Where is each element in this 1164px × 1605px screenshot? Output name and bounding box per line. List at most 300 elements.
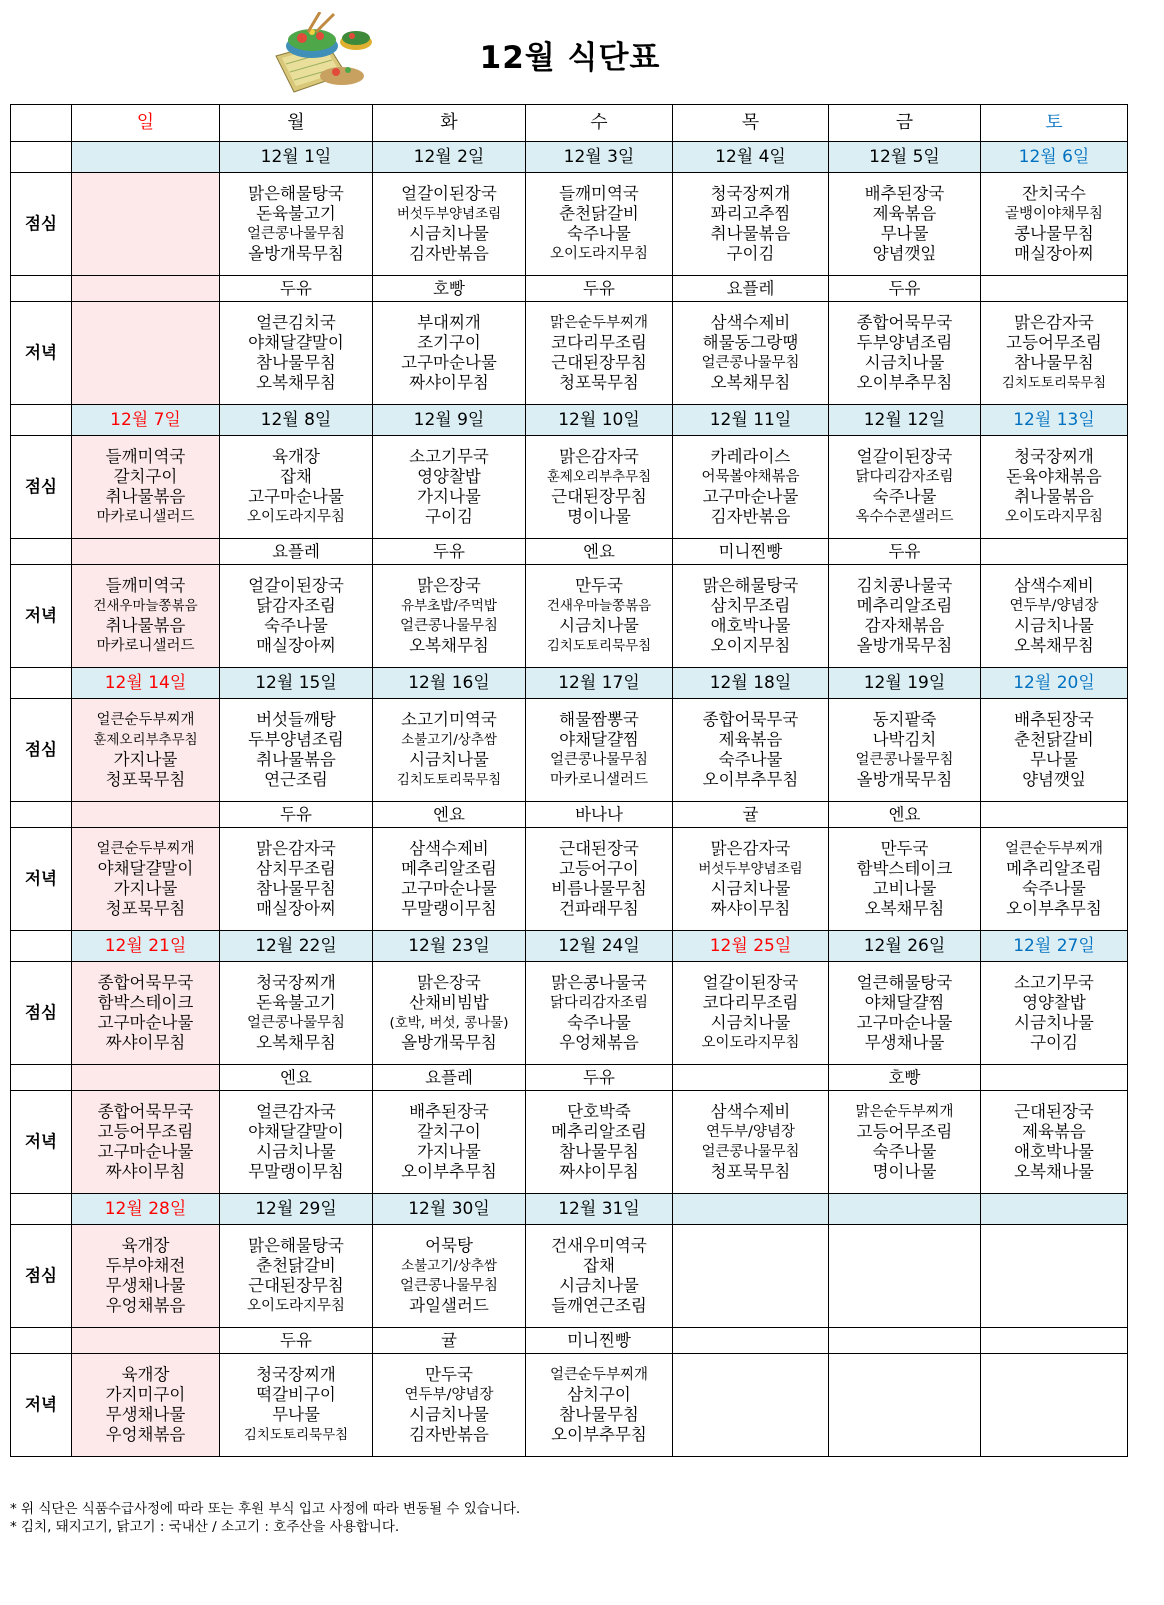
- dish: 무나물: [880, 224, 929, 243]
- dish: 얼큰콩나물무침: [549, 752, 649, 768]
- dish: 단호박죽: [567, 1102, 631, 1121]
- snack-cell: [981, 1065, 1128, 1091]
- date-row: [11, 668, 1128, 699]
- dish: 유부초밥/주먹밥: [401, 598, 497, 614]
- dish: 얼큰순두부찌개: [96, 841, 195, 857]
- dish: 고구마순나물: [702, 487, 799, 506]
- dish: 시금치나물: [256, 1142, 336, 1161]
- dish: 만두국: [880, 839, 929, 858]
- dish: 양념깻잎: [1022, 770, 1086, 789]
- dish: 연두부/양념장: [706, 1124, 795, 1140]
- date-cell: [373, 142, 526, 173]
- menu-table: [10, 104, 1128, 1457]
- day-header: [373, 105, 526, 142]
- dish: 오복채무침: [710, 373, 791, 392]
- dish: 옥수수콘샐러드: [855, 509, 954, 525]
- menu-cell: [981, 173, 1128, 276]
- dish: 메추리알조림: [856, 596, 953, 615]
- footnote: * 김치, 돼지고기, 닭고기 : 국내산 / 소고기 : 호주산을 사용합니다.: [10, 1519, 400, 1535]
- dish: 건파래무침: [559, 899, 639, 918]
- dish: 삼색수제비: [710, 1102, 791, 1121]
- dish: 가지나물: [417, 1142, 481, 1161]
- dinner-label: 저녁: [11, 1091, 72, 1194]
- dish: 종합어묵무국: [856, 313, 953, 332]
- snack-row: [11, 1065, 1128, 1091]
- menu-cell: [981, 1354, 1128, 1457]
- date-text: 12월 1일: [260, 147, 332, 167]
- dish: 감자채볶음: [864, 616, 945, 635]
- menu-cell: [673, 1354, 829, 1457]
- dish: 맑은감자국: [559, 447, 639, 466]
- dish: 콩나물무침: [1014, 224, 1094, 243]
- dish: 육개장: [121, 1365, 170, 1384]
- dish: 고등어무조림: [97, 1122, 194, 1141]
- dish: 해물짬뽕국: [559, 710, 639, 729]
- dish: 무말랭이무침: [401, 899, 497, 918]
- dish: 가지나물: [113, 879, 178, 898]
- dish: 얼큰순두부찌개: [96, 712, 195, 728]
- date-text: 12월 19일: [863, 673, 946, 693]
- menu-cell: [72, 436, 220, 539]
- date-label-cell: [11, 1194, 72, 1225]
- dish: 시금치나물: [559, 1276, 639, 1295]
- dish: 올방개묵무침: [856, 770, 953, 789]
- menu-cell: [373, 565, 526, 668]
- dish: 시금치나물: [409, 1405, 489, 1424]
- dish: 소불고기/상추쌈: [401, 1258, 497, 1274]
- menu-cell: [829, 1354, 981, 1457]
- dish: 건새우마늘쫑볶음: [93, 598, 198, 614]
- dish: 우엉채볶음: [105, 1296, 186, 1315]
- menu-cell: [526, 1354, 673, 1457]
- dish: 춘천닭갈비: [256, 1256, 336, 1275]
- dish: 제육볶음: [718, 730, 783, 749]
- snack-row: [11, 276, 1128, 302]
- snack-cell: [72, 802, 220, 828]
- dish: 돈육야채볶음: [1006, 467, 1102, 486]
- dish: 맑은해물탕국: [702, 576, 799, 595]
- lunch-label: 점심: [11, 1225, 72, 1328]
- dish: 숙주나물: [1022, 879, 1086, 898]
- snack-cell: [72, 1065, 220, 1091]
- date-cell: [526, 1194, 673, 1225]
- date-text: 12월 16일: [408, 673, 490, 693]
- dish: 카레라이스: [710, 447, 791, 466]
- dish: 얼큰콩나물무침: [855, 752, 954, 768]
- date-cell: [526, 405, 673, 436]
- snack-cell: 두유: [220, 276, 373, 302]
- menu-cell: [220, 173, 373, 276]
- menu-cell: [526, 1091, 673, 1194]
- menu-cell: [673, 173, 829, 276]
- lunch-label: 점심: [11, 699, 72, 802]
- menu-cell: [829, 173, 981, 276]
- dish: 메추리알조림: [401, 859, 497, 878]
- dish: 오이부추무침: [856, 373, 953, 392]
- date-text: 12월 29일: [255, 1199, 337, 1219]
- dish: 청포묵무침: [105, 770, 186, 789]
- dish: 구이김: [425, 507, 473, 526]
- dish: 취나물볶음: [105, 616, 186, 635]
- dish: 야채달걀찜: [864, 993, 945, 1012]
- dish: 춘천닭갈비: [559, 204, 639, 223]
- dish: 시금치나물: [409, 224, 489, 243]
- date-cell: [373, 405, 526, 436]
- dish: 짜샤이무침: [105, 1162, 186, 1181]
- date-cell: [829, 1194, 981, 1225]
- dish: 얼큰콩나물무침: [246, 226, 346, 242]
- dish: 고구마순나물: [97, 1142, 194, 1161]
- menu-cell: [373, 828, 526, 931]
- dish: 무말랭이무침: [248, 1162, 344, 1181]
- dish: 맑은해물탕국: [248, 184, 344, 203]
- snack-cell: 엔요: [829, 802, 981, 828]
- dish: 무나물: [272, 1405, 320, 1424]
- date-text: 12월 18일: [709, 673, 792, 693]
- dish: 배추된장국: [864, 184, 945, 203]
- dish: 근대된장국: [1014, 1102, 1094, 1121]
- dish: 청포묵무침: [105, 899, 186, 918]
- snack-cell: 두유: [526, 276, 673, 302]
- dish: 시금치나물: [710, 879, 791, 898]
- dish: 양념깻잎: [872, 244, 937, 263]
- menu-cell: [981, 828, 1128, 931]
- lunch-row: [11, 173, 1128, 276]
- dish: 참나물무침: [559, 1405, 639, 1424]
- snack-cell: [673, 1065, 829, 1091]
- date-cell: [72, 405, 220, 436]
- date-cell: [829, 668, 981, 699]
- dish: 야채달걀말이: [97, 859, 194, 878]
- dish: 시금치나물: [1014, 1013, 1094, 1032]
- dish: 오복채무침: [256, 373, 336, 392]
- dish: 취나물볶음: [710, 224, 791, 243]
- date-cell: [373, 931, 526, 962]
- snack-cell: 귤: [673, 802, 829, 828]
- dish: 잡채: [280, 467, 312, 486]
- dish: 가지나물: [113, 750, 178, 769]
- menu-cell: [373, 173, 526, 276]
- date-row: [11, 931, 1128, 962]
- dish: 매실장아찌: [256, 899, 336, 918]
- day-label: 금: [895, 112, 914, 133]
- dish: 어묵탕: [425, 1236, 473, 1255]
- date-text: 12월 17일: [558, 673, 640, 693]
- menu-cell: [981, 436, 1128, 539]
- dish: 근대된장국: [559, 839, 639, 858]
- dish: 코다리무조림: [702, 993, 799, 1012]
- day-header-row: [11, 105, 1128, 142]
- dish: 가지미구이: [105, 1385, 186, 1404]
- dish: 시금치나물: [710, 1013, 791, 1032]
- dish: 얼큰콩나물무침: [399, 618, 499, 634]
- dish: 무나물: [1030, 750, 1078, 769]
- dish: 맑은장국: [417, 576, 481, 595]
- menu-cell: [673, 302, 829, 405]
- date-label-cell: [11, 142, 72, 173]
- date-text: 12월 9일: [413, 410, 485, 430]
- date-text: 12월 25일: [709, 936, 792, 956]
- date-text: 12월 5일: [869, 147, 940, 167]
- day-label: 월: [287, 112, 305, 133]
- dish: 삼색수제비: [409, 839, 489, 858]
- date-text: 12월 2일: [413, 147, 485, 167]
- dish: 소고기무국: [1014, 973, 1094, 992]
- dish: 김자반볶음: [409, 1425, 489, 1444]
- menu-cell: [220, 1225, 373, 1328]
- date-cell: [829, 142, 981, 173]
- menu-cell: [673, 699, 829, 802]
- date-cell: [673, 142, 829, 173]
- dish: 떡갈비구이: [256, 1385, 336, 1404]
- date-cell: [72, 931, 220, 962]
- dish: 배추된장국: [1014, 710, 1094, 729]
- snack-cell: 두유: [220, 802, 373, 828]
- dish: 영양찰밥: [417, 467, 481, 486]
- date-text: 12월 28일: [104, 1199, 187, 1219]
- lunch-label: 점심: [11, 436, 72, 539]
- date-cell: [72, 1194, 220, 1225]
- snack-cell: 미니찐빵: [526, 1328, 673, 1354]
- menu-cell: [373, 699, 526, 802]
- day-label: 일: [136, 112, 155, 133]
- dish: 명이나물: [567, 507, 631, 526]
- snack-cell: [72, 1328, 220, 1354]
- dish: 소불고기/상추쌈: [401, 732, 497, 748]
- date-cell: [673, 1194, 829, 1225]
- menu-cell: [373, 1225, 526, 1328]
- menu-cell: [673, 1225, 829, 1328]
- menu-cell: [526, 699, 673, 802]
- dish: 청국장찌개: [256, 1365, 336, 1384]
- dish: 얼큰콩나물무침: [701, 1144, 800, 1160]
- dish: 오이도라지무침: [1004, 509, 1104, 525]
- dish: 맑은순두부찌개: [855, 1104, 954, 1120]
- dish: 얼큰콩나물무침: [246, 1015, 346, 1031]
- date-text: 12월 3일: [563, 147, 635, 167]
- dish: 무생채나물: [864, 1033, 945, 1052]
- dish: 코다리무조림: [551, 333, 647, 352]
- menu-cell: [220, 828, 373, 931]
- date-cell: [220, 1194, 373, 1225]
- dish: 청포묵무침: [559, 373, 639, 392]
- date-text: 12월 4일: [715, 147, 786, 167]
- date-cell: [981, 142, 1128, 173]
- menu-cell: [981, 1091, 1128, 1194]
- dish: 고등어구이: [559, 859, 639, 878]
- dish: 짜샤이무침: [710, 899, 791, 918]
- date-text: 12월 21일: [104, 936, 187, 956]
- snack-cell: 귤: [373, 1328, 526, 1354]
- dish: 잔치국수: [1022, 184, 1086, 203]
- date-cell: [981, 931, 1128, 962]
- snack-cell: [981, 1328, 1128, 1354]
- dish: 올방개묵무침: [401, 1033, 497, 1052]
- menu-cell: [526, 1225, 673, 1328]
- dish: 얼큰김치국: [256, 313, 336, 332]
- dish: 연근조림: [264, 770, 328, 789]
- snack-cell: 엔요: [526, 539, 673, 565]
- dish: 맑은장국: [417, 973, 481, 992]
- dish: 야채달걀말이: [248, 1122, 344, 1141]
- menu-cell: [373, 436, 526, 539]
- dish: 고구마순나물: [97, 1013, 194, 1032]
- snack-cell: 요플레: [220, 539, 373, 565]
- date-text: 12월 15일: [255, 673, 337, 693]
- snack-cell: [981, 539, 1128, 565]
- dish: 근대된장무침: [551, 353, 647, 372]
- menu-cell: [829, 436, 981, 539]
- date-text: 12월 26일: [863, 936, 946, 956]
- dish: 맑은감자국: [1014, 313, 1094, 332]
- snack-cell: 미니찐빵: [673, 539, 829, 565]
- dish: 함박스테이크: [856, 859, 953, 878]
- dish: 시금치나물: [559, 616, 639, 635]
- dish: 얼큰해물탕국: [856, 973, 953, 992]
- dish: 오이지무침: [710, 636, 791, 655]
- menu-cell: [526, 565, 673, 668]
- menu-cell: [373, 302, 526, 405]
- snack-cell: [72, 276, 220, 302]
- salad-bowl-icon: [268, 12, 378, 96]
- day-label: 목: [741, 112, 760, 133]
- date-cell: [673, 931, 829, 962]
- lunch-row: [11, 436, 1128, 539]
- dish: 고등어무조림: [856, 1122, 953, 1141]
- dish: 잡채: [583, 1256, 615, 1275]
- dish: 오이부추무침: [1006, 899, 1102, 918]
- date-label-cell: [11, 931, 72, 962]
- dish: 오복채나물: [1014, 1162, 1094, 1181]
- dish: 무생채나물: [105, 1405, 186, 1424]
- dish: 삼치구이: [567, 1385, 631, 1404]
- menu-cell: [220, 302, 373, 405]
- dish: 취나물볶음: [1014, 487, 1094, 506]
- dish: 조기구이: [417, 333, 481, 352]
- dish: 들깨미역국: [105, 576, 186, 595]
- page-title: 12월 식단표: [479, 40, 661, 76]
- dish: 숙주나물: [264, 616, 328, 635]
- dish: 삼치무조림: [256, 859, 336, 878]
- dish: 만두국: [425, 1365, 473, 1384]
- dish: 종합어묵무국: [702, 710, 799, 729]
- dish: 애호박나물: [710, 616, 791, 635]
- dish: 오복채무침: [409, 636, 489, 655]
- date-text: 12월 14일: [104, 673, 187, 693]
- dish: 메추리알조림: [1006, 859, 1102, 878]
- dish: 고구마순나물: [248, 487, 344, 506]
- menu-cell: [72, 1225, 220, 1328]
- dish: 숙주나물: [872, 1142, 937, 1161]
- date-label-cell: [11, 668, 72, 699]
- lunch-row: [11, 962, 1128, 1065]
- snack-cell: [981, 802, 1128, 828]
- dish: 명이나물: [872, 1162, 937, 1181]
- snack-label-cell: [11, 539, 72, 565]
- menu-cell: [981, 699, 1128, 802]
- dish: 갈치구이: [113, 467, 178, 486]
- date-label-cell: [11, 405, 72, 436]
- dish: (호박, 버섯, 콩나물): [389, 1015, 509, 1031]
- snack-cell: 두유: [373, 539, 526, 565]
- snack-cell: [673, 1328, 829, 1354]
- dish: 영양찰밥: [1022, 993, 1086, 1012]
- dish: 참나물무침: [559, 1142, 639, 1161]
- dish: 올방개묵무침: [856, 636, 953, 655]
- dish: 건새우미역국: [551, 1236, 647, 1255]
- dish: 김치도토리묵무침: [243, 1427, 349, 1443]
- dish: 김치도토리묵무침: [1001, 375, 1107, 391]
- snack-cell: [981, 276, 1128, 302]
- dish: 두부양념조림: [856, 333, 953, 352]
- footnote: * 위 식단은 식품수급사정에 따라 또는 후원 부식 입고 사정에 따라 변동될 수 있습니다.: [10, 1501, 521, 1517]
- dish: 오이도라지무침: [246, 509, 346, 525]
- date-text: 12월 12일: [863, 410, 946, 430]
- dish: 훈제오리부추무침: [93, 732, 198, 748]
- dish: 우엉채볶음: [559, 1033, 639, 1052]
- date-cell: [829, 931, 981, 962]
- dish: 돈육불고기: [256, 993, 336, 1012]
- dish: 김치도토리묵무침: [396, 772, 502, 788]
- snack-label-cell: [11, 1065, 72, 1091]
- snack-cell: 요플레: [673, 276, 829, 302]
- menu-cell: [72, 1354, 220, 1457]
- snack-cell: 두유: [829, 276, 981, 302]
- menu-cell: [981, 962, 1128, 1065]
- menu-cell: [72, 962, 220, 1065]
- dish: 육개장: [272, 447, 320, 466]
- dish: 만두국: [575, 576, 623, 595]
- dish: 돈육불고기: [256, 204, 336, 223]
- dish: 얼큰콩나물무침: [399, 1278, 499, 1294]
- dish: 골뱅이야채무침: [1004, 206, 1104, 222]
- dish: 함박스테이크: [97, 993, 194, 1012]
- dish: 청국장찌개: [710, 184, 791, 203]
- menu-cell: [220, 436, 373, 539]
- snack-cell: 바나나: [526, 802, 673, 828]
- date-cell: [220, 405, 373, 436]
- dish: 오이부추무침: [401, 1162, 497, 1181]
- dish: 참나물무침: [1014, 353, 1094, 372]
- dinner-row: [11, 1091, 1128, 1194]
- dish: 오복채무침: [1014, 636, 1094, 655]
- snack-row: [11, 539, 1128, 565]
- date-row: [11, 405, 1128, 436]
- menu-cell: [526, 962, 673, 1065]
- date-text: 12월 7일: [110, 410, 181, 430]
- dish: 참나물무침: [256, 879, 336, 898]
- dish: 올방개묵무침: [248, 244, 344, 263]
- lunch-label: 점심: [11, 962, 72, 1065]
- dish: 삼색수제비: [710, 313, 791, 332]
- menu-cell: [220, 699, 373, 802]
- lunch-row: [11, 699, 1128, 802]
- dish: 배추된장국: [409, 1102, 489, 1121]
- date-cell: [829, 405, 981, 436]
- dish: 숙주나물: [718, 750, 783, 769]
- dish: 김치도토리묵무침: [546, 638, 652, 654]
- dish: 고비나물: [872, 879, 937, 898]
- dish: 야채달걀찜: [559, 730, 639, 749]
- dinner-row: [11, 302, 1128, 405]
- snack-row: [11, 802, 1128, 828]
- dish: 근대된장무침: [551, 487, 647, 506]
- dish: 시금치나물: [1014, 616, 1094, 635]
- dish: 얼큰콩나물무침: [701, 355, 800, 371]
- date-cell: [981, 405, 1128, 436]
- dish: 산채비빔밥: [409, 993, 489, 1012]
- menu-cell: [829, 565, 981, 668]
